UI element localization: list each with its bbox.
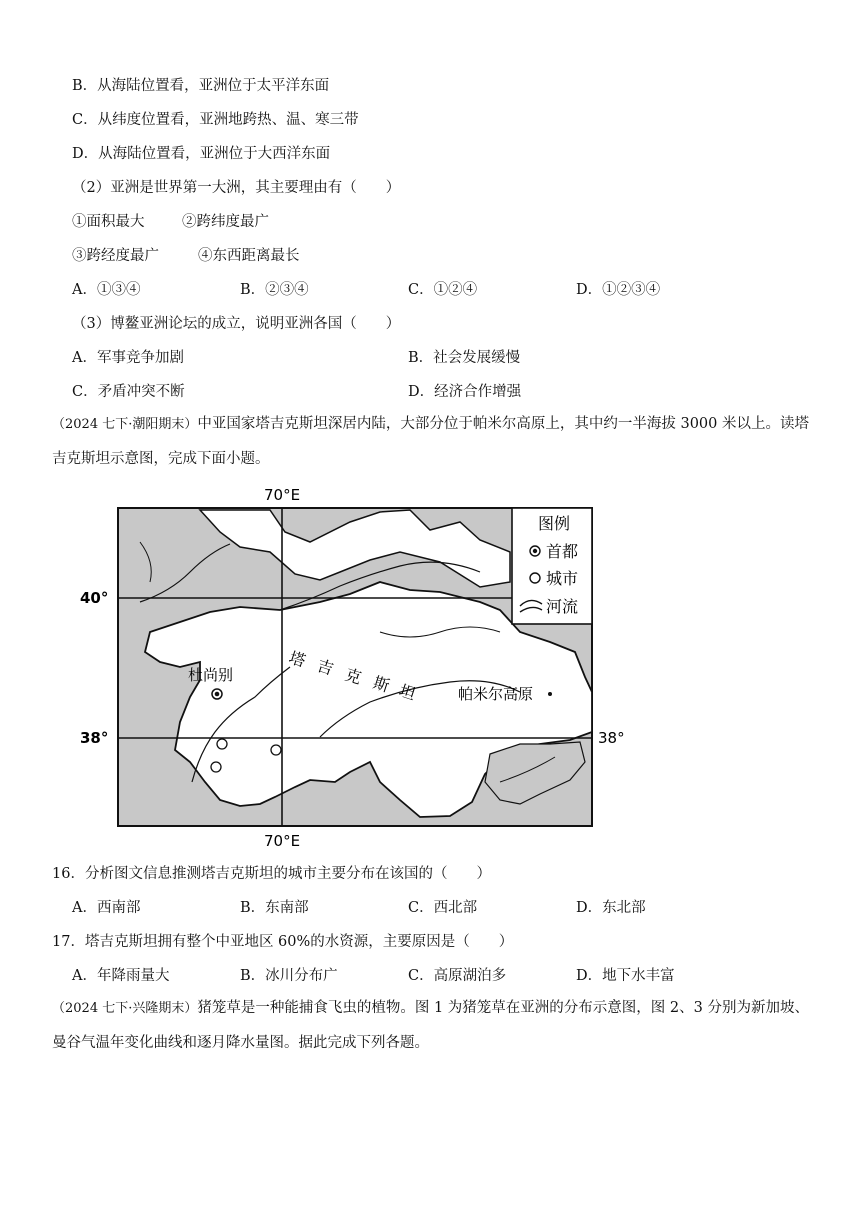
longitude-label-bottom: 70°E [264,832,301,850]
passage-source: （2024 七下·潮阳期末） [52,417,198,432]
q2-item-3: ③跨经度最广 [72,248,159,264]
q16-option-a: A．西南部 [72,900,141,916]
city-marker [271,745,281,755]
q15-option-c: C．从纬度位置看，亚洲地跨热、温、寒三带 [72,112,359,128]
q17-stem: 17．塔吉克斯坦拥有整个中亚地区 60%的水资源，主要原因是（ ） [52,934,514,950]
q2-option-d: D．①②③④ [576,282,661,298]
country-char-4: 斯 [370,672,392,696]
q3-option-b: B．社会发展缓慢 [408,350,521,366]
plateau-label: 帕米尔高原 [458,685,534,703]
passage-source-2: （2024 七下·兴隆期末） [52,1001,198,1016]
country-char-1: 塔 [286,647,308,671]
latitude-38-label-right: 38° [598,729,625,747]
q15-option-d: D．从海陆位置看，亚洲位于大西洋东面 [72,146,331,162]
q2-item-4: ④东西距离最长 [198,248,300,264]
country-char-2: 吉 [314,655,336,679]
city-marker [217,739,227,749]
q17-option-c: C．高原湖泊多 [408,968,507,984]
legend-title: 图例 [538,514,571,533]
q2-item-2: ②跨纬度最广 [182,214,269,230]
q17-option-b: B．冰川分布广 [240,968,338,984]
q3-option-a: A．军事竞争加剧 [72,350,184,366]
country-char-5: 坦 [396,680,418,704]
q17-option-a: A．年降雨量大 [72,968,170,984]
q16-option-c: C．西北部 [408,900,478,916]
q3-option-c: C．矛盾冲突不断 [72,384,185,400]
longitude-label-top: 70°E [264,486,301,504]
q2-stem: （2）亚洲是世界第一大洲，其主要理由有（ ） [72,180,401,196]
q3-stem: （3）博鳌亚洲论坛的成立，说明亚洲各国（ ） [72,316,401,332]
passage-text: 中亚国家塔吉克斯坦深居内陆，大部分位于帕米尔高原上，其中约一半海拔 3000 米以上。读塔吉克斯坦示意图，完成下面小题。 [52,416,809,467]
legend-capital: 首都 [546,542,579,561]
q2-item-1: ①面积最大 [72,214,145,230]
passage-tajikistan [52,407,812,476]
q15-option-b: B．从海陆位置看，亚洲位于太平洋东面 [72,78,330,94]
city-symbol-icon [530,573,540,583]
q16-option-d: D．东北部 [576,900,646,916]
q3-option-d: D．经济合作增强 [408,384,522,400]
capital-label: 杜尚别 [188,666,234,684]
legend-city: 城市 [546,569,579,588]
passage-text-2: 猪笼草是一种能捕食飞虫的植物。图 1 为猪笼草在亚洲的分布示意图，图 2、3 分别为新加坡、曼谷气温年变化曲线和逐月降水量图。据此完成下列各题。 [52,1000,809,1051]
tajikistan-map [80,482,640,854]
q2-option-b: B．②③④ [240,282,309,298]
q16-stem: 16．分析图文信息推测塔吉克斯坦的城市主要分布在该国的（ ） [52,866,491,882]
q2-option-a: A．①③④ [72,282,141,298]
q2-option-c: C．①②④ [408,282,478,298]
latitude-40-label: 40° [80,589,109,607]
capital-dot-icon [533,549,537,553]
q17-option-d: D．地下水丰富 [576,968,675,984]
legend-river: 河流 [546,597,579,616]
passage-nepenthes [52,991,812,1060]
country-char-3: 克 [342,664,364,688]
latitude-38-label-left: 38° [80,729,109,747]
city-marker [211,762,221,772]
q16-option-b: B．东南部 [240,900,309,916]
